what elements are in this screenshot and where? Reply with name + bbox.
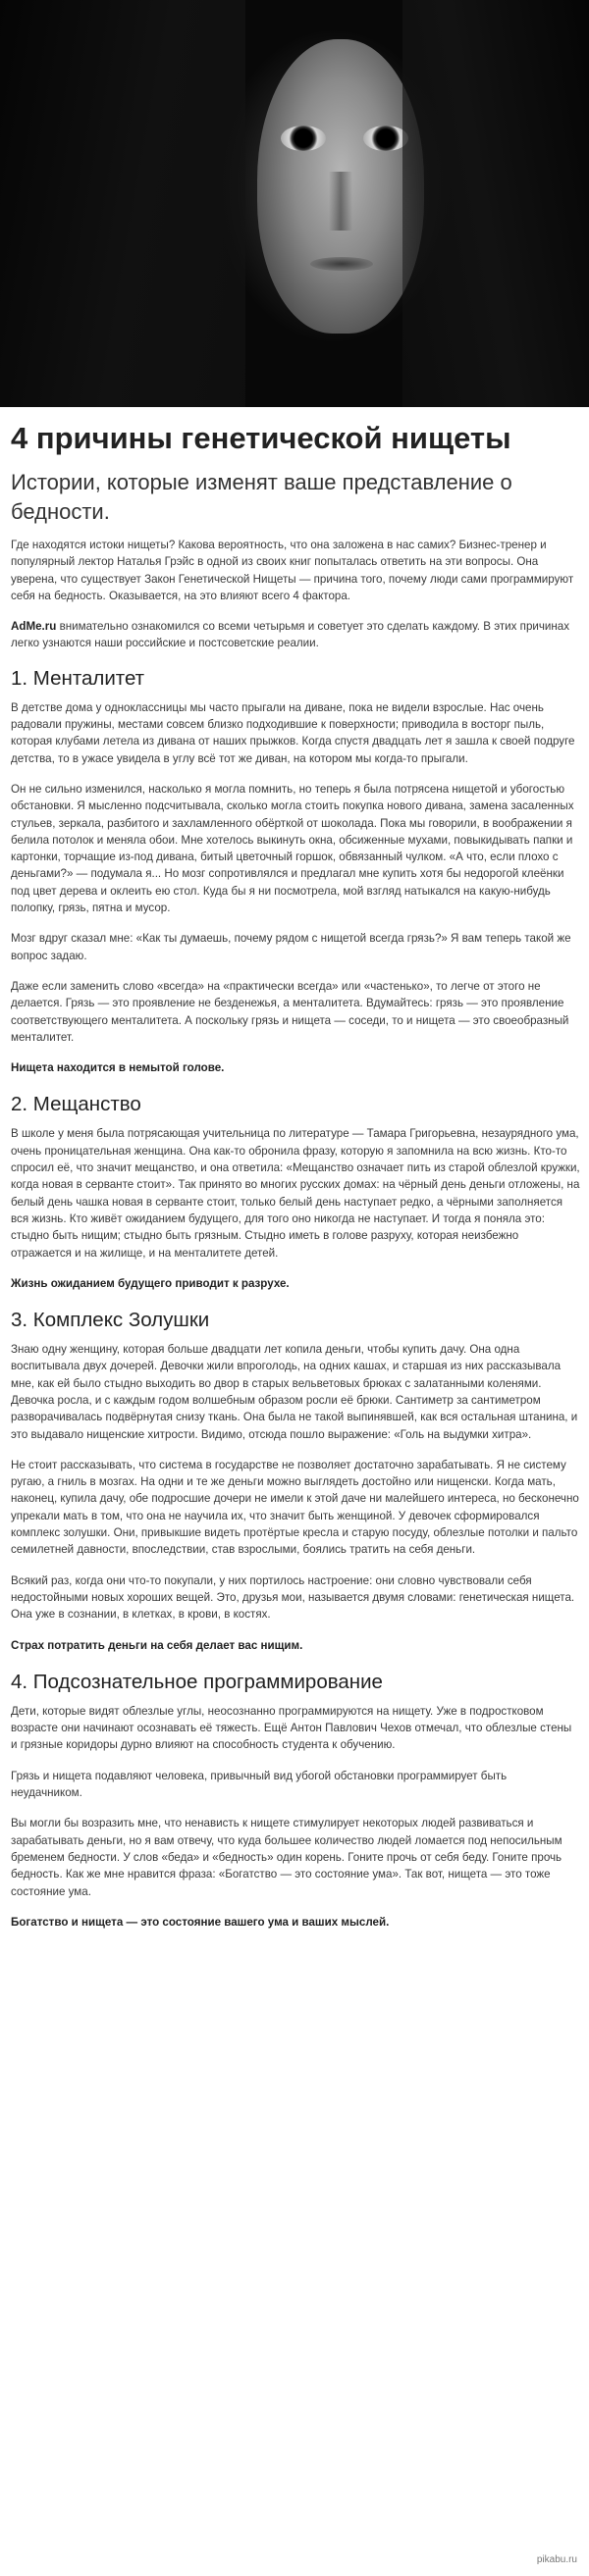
section3-summary: Страх потратить деньги на себя делает вас нищим. [11, 1638, 303, 1652]
section1-paragraph: Даже если заменить слово «всегда» на «практически всегда» или «частенько», то легче от этого не делается. Грязь — это проявление не безденежья, а менталитета. Вдумайтесь: грязь — это проявление соответствующего менталитета. А поскольку грязь и нищета — соседи, то и нищета — это своеобразный менталитет. [11, 979, 569, 1044]
article [11, 420, 580, 1946]
section3-paragraph: Всякий раз, когда они что-то покупали, у них портилось настроение: они словно чувствовали себя недостойными новых хороших вещей. Это, друзья мои, называется двумя словами: генетическая нищета. Она уже в сознании, в клетках, в крови, в костях. [11, 1573, 575, 1622]
section3-paragraph: Знаю одну женщину, которая больше двадцати лет копила деньги, чтобы купить дачу. Она одна воспитывала двух дочерей. Девочки жили впроголодь, на одних кашах, и старшая из них рассказывала мне, как ей было стыдно выходить во двор в старых вельветовых брюках с залатанными коленями. Девочка росла, и с каждым годом волшебным образом росли её брюки. Сантиметр за сантиметром разворачивалась подвёрнутая снизу ткань. Она была не такой выпинявшей, как вся остальная штанина, и это выдавало нищенские хитрости. Видимо, отсюда пошло выражение: «Голь на выдумки хитра». [11, 1343, 578, 1441]
section-heading-1: 1. Менталитет [11, 666, 145, 690]
section1-paragraph: В детстве дома у одноклассницы мы часто прыгали на диване, пока не видели взрослые. Нас очень радовали пружины, местами совсем близко подходившие к поверхности; приводила в восторг пыль, которая клубами летела из дивана от наших прыжков. Когда спустя двадцать лет я зашла к своей подруге детства, то в ужасе увидела в углу всё тот же диван, на котором мы когда-то прыгали. [11, 700, 575, 765]
left-eye [281, 126, 326, 151]
intro-paragraph: Где находятся истоки нищеты? Какова вероятность, что она заложена в нас самих? Бизнес-тренер и популярный лектор Наталья Грэйс в одной из своих книг попыталась ответить на эти вопросы. Она уверена, что существует Закон Генетической Нищеты — причина того, почему люди сами программируют себя на бедность. Оказывается, на это влияют всего 4 фактора. [11, 539, 574, 602]
source-text: внимательно ознакомился со всеми четырьмя и советует это сделать каждому. В этих причинах легко узнаются наши российские и постсоветские реалии. [11, 620, 570, 650]
section4-paragraph: Дети, которые видят облезлые углы, неосознанно программируются на нищету. Уже в подростковом возрасте они начинают осознавать её тяжесть. Ещё Антон Павлович Чехов отмечал, что облезлые стены и грязные коридоры дурно влияют на способность студента к обучению. [11, 1704, 572, 1752]
section-heading-4: 4. Подсознательное программирование [11, 1670, 383, 1693]
section-heading-2: 2. Мещанство [11, 1093, 141, 1116]
article-title: 4 причины генетической нищеты [11, 421, 511, 455]
section-heading-3: 3. Комплекс Золушки [11, 1309, 210, 1332]
section4-paragraph: Грязь и нищета подавляют человека, привычный вид убогой обстановки программирует быть неудачником. [11, 1769, 508, 1800]
hero-photo [0, 0, 589, 407]
source-name: AdMe.ru [11, 620, 57, 634]
section2-paragraph: В школе у меня была потрясающая учительница по литературе — Тамара Григорьевна, незаурядного ума, очень проницательная женщина. Она как-то обронила фразу, которую я запомнила на всю жизнь. Кто-то спросил её, что значит мещанство, и она ответила: «Мещанство означает пить из старой облезлой кружки, когда новая в серванте стоит». Так принято во многих русских домах: на чёрный день деньги отложены, на белый день чашка новая в серванте стоит, только белый день наступает редко, а чёрными заполняется вся жизнь. Кто живёт ожиданием будущего, для того оно никогда не наступает. И тогда я поняла это: стыдно быть нищим; стыдно быть грязным. Стыдно иметь в голове разруху, которая неизбежно отражается и на жилище, и на менталитете детей. [11, 1127, 580, 1260]
site-logo[interactable] [537, 2554, 577, 2565]
nose-shadow [329, 172, 352, 231]
section3-paragraph: Не стоит рассказывать, что система в государстве не позволяет достаточно зарабатывать. Я не систему ругаю, а гниль в мозгах. На одни и те же деньги можно выглядеть достойно или нищенски. Когда мать, наконец, купила дачу, обе подросшие дочери не имели к этой даче ни малейшего интереса, но бесконечно упрекали мать в том, что она не научила их, что значит быть женщиной. У девочек сформировался комплекс золушки. Они, привыкшие видеть протёртые кресла и старую посуду, облезлые потолки и пальто семилетней давности, впоследствии, став взрослыми, боялись тратить на себя деньги. [11, 1458, 579, 1557]
section2-summary: Жизнь ожиданием будущего приводит к разрухе. [11, 1276, 290, 1290]
section4-paragraph: Вы могли бы возразить мне, что ненависть к нищете стимулирует некоторых людей развиваться и зарабатывать деньги, но я вам отвечу, что куда большее количество людей ломается под непосильным бременем бедности. У слов «беда» и «бедность» один корень. Гоните прочь от себя беду. Гоните прочь бедность. Как же мне нравится фраза: «Богатство — это состояние ума». Так вот, нищета — это тоже состояние ума. [11, 1817, 562, 1898]
section1-summary: Нищета находится в немытой голове. [11, 1061, 225, 1075]
section1-paragraph: Мозг вдруг сказал мне: «Как ты думаешь, почему рядом с нищетой всегда грязь?» Я вам теперь такой же вопрос задаю. [11, 932, 571, 962]
section4-summary: Богатство и нищета — это состояние вашего ума и ваших мыслей. [11, 1915, 390, 1929]
mouth-shape [310, 257, 373, 271]
site-logo-text: pikabu.ru [536, 2554, 577, 2565]
section1-paragraph: Он не сильно изменился, насколько я могла помнить, но теперь я была потрясена нищетой и убогостью обстановки. Я мысленно подсчитывала, сколько могла стоить покупка нового дивана, замена засаленных стульев, зеркала, разбитого и захламленного обёрткой от шоколада. Пока мы говорили, в воображении я белила потолок и меняла обои. Мне хотелось выкинуть окна, обсиженные мухами, повыкидывать папки и картонки, торчащие из-под дивана, битый цветочный горшок, обвязанный чулком. «А что, если плохо с деньгами?» — подумала я... Но мозг сопротивлялся и предлагал мне купить хотя бы недорогой клеёнки под цвет дерева и оклеить ею стол. Куда бы я ни посмотрела, мой взгляд натыкался на какую-нибудь полопку, грязь, пятна и мусор. [11, 782, 574, 915]
veil-right [402, 0, 589, 407]
article-subtitle: Истории, которые изменят ваше представление о бедности. [11, 470, 512, 524]
source-paragraph [11, 618, 580, 652]
veil-left [0, 0, 245, 407]
